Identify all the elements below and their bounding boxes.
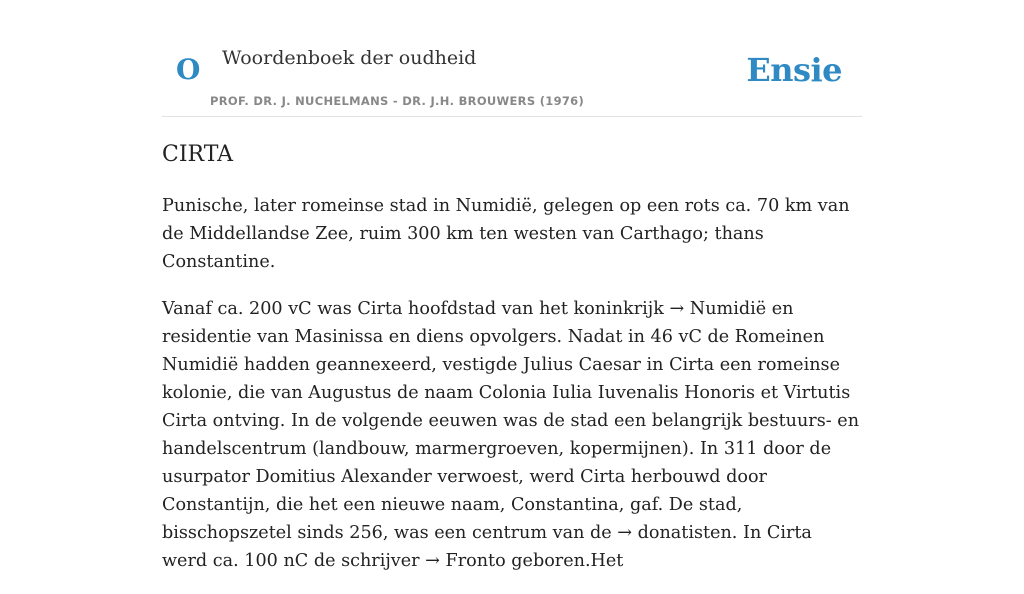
entry-content: [162, 192, 862, 594]
article-page: [162, 0, 862, 571]
index-letter[interactable]: O: [176, 53, 201, 86]
entry-paragraph: Punische, later romeinse stad in Numidië, gelegen op een rots ca. 70 km van de Middellandse Zee, ruim 300 km ten westen van Carthago; thans Constantine.: [162, 196, 850, 272]
dictionary-authors: PROF. DR. J. NUCHELMANS - DR. J.H. BROUWERS (1976): [210, 94, 585, 108]
entry-paragraph: Vanaf ca. 200 vC was Cirta hoofdstad van het koninkrijk → Numidië en residentie van Masinissa en diens opvolgers. Nadat in 46 vC de Romeinen Numidië hadden geannexeerd, vestigde Julius Caesar in Cirta een romeinse kolonie, die van Augustus de naam Colonia Iulia Iuvenalis Honoris et Virtutis Cirta ontving. In de volgende eeuwen was de stad een belangrijk bestuurs- en handelscentrum (landbouw, marmergroeven, kopermijnen). In 311 door de usurpator Domitius Alexander verwoest, werd Cirta herbouwd door Constantijn, die het een nieuwe naam, Constantina, gaf. De stad, bisschopszetel sinds 256, was een centrum van de → donatisten. In Cirta werd ca. 100 nC de schrijver → Fronto geboren.Het: [162, 299, 860, 571]
entry-title: CIRTA: [162, 142, 234, 167]
dictionary-title[interactable]: Woordenboek der oudheid: [222, 47, 477, 69]
dictionary-header: [162, 0, 862, 117]
ensie-logo[interactable]: Ensie: [746, 51, 842, 89]
